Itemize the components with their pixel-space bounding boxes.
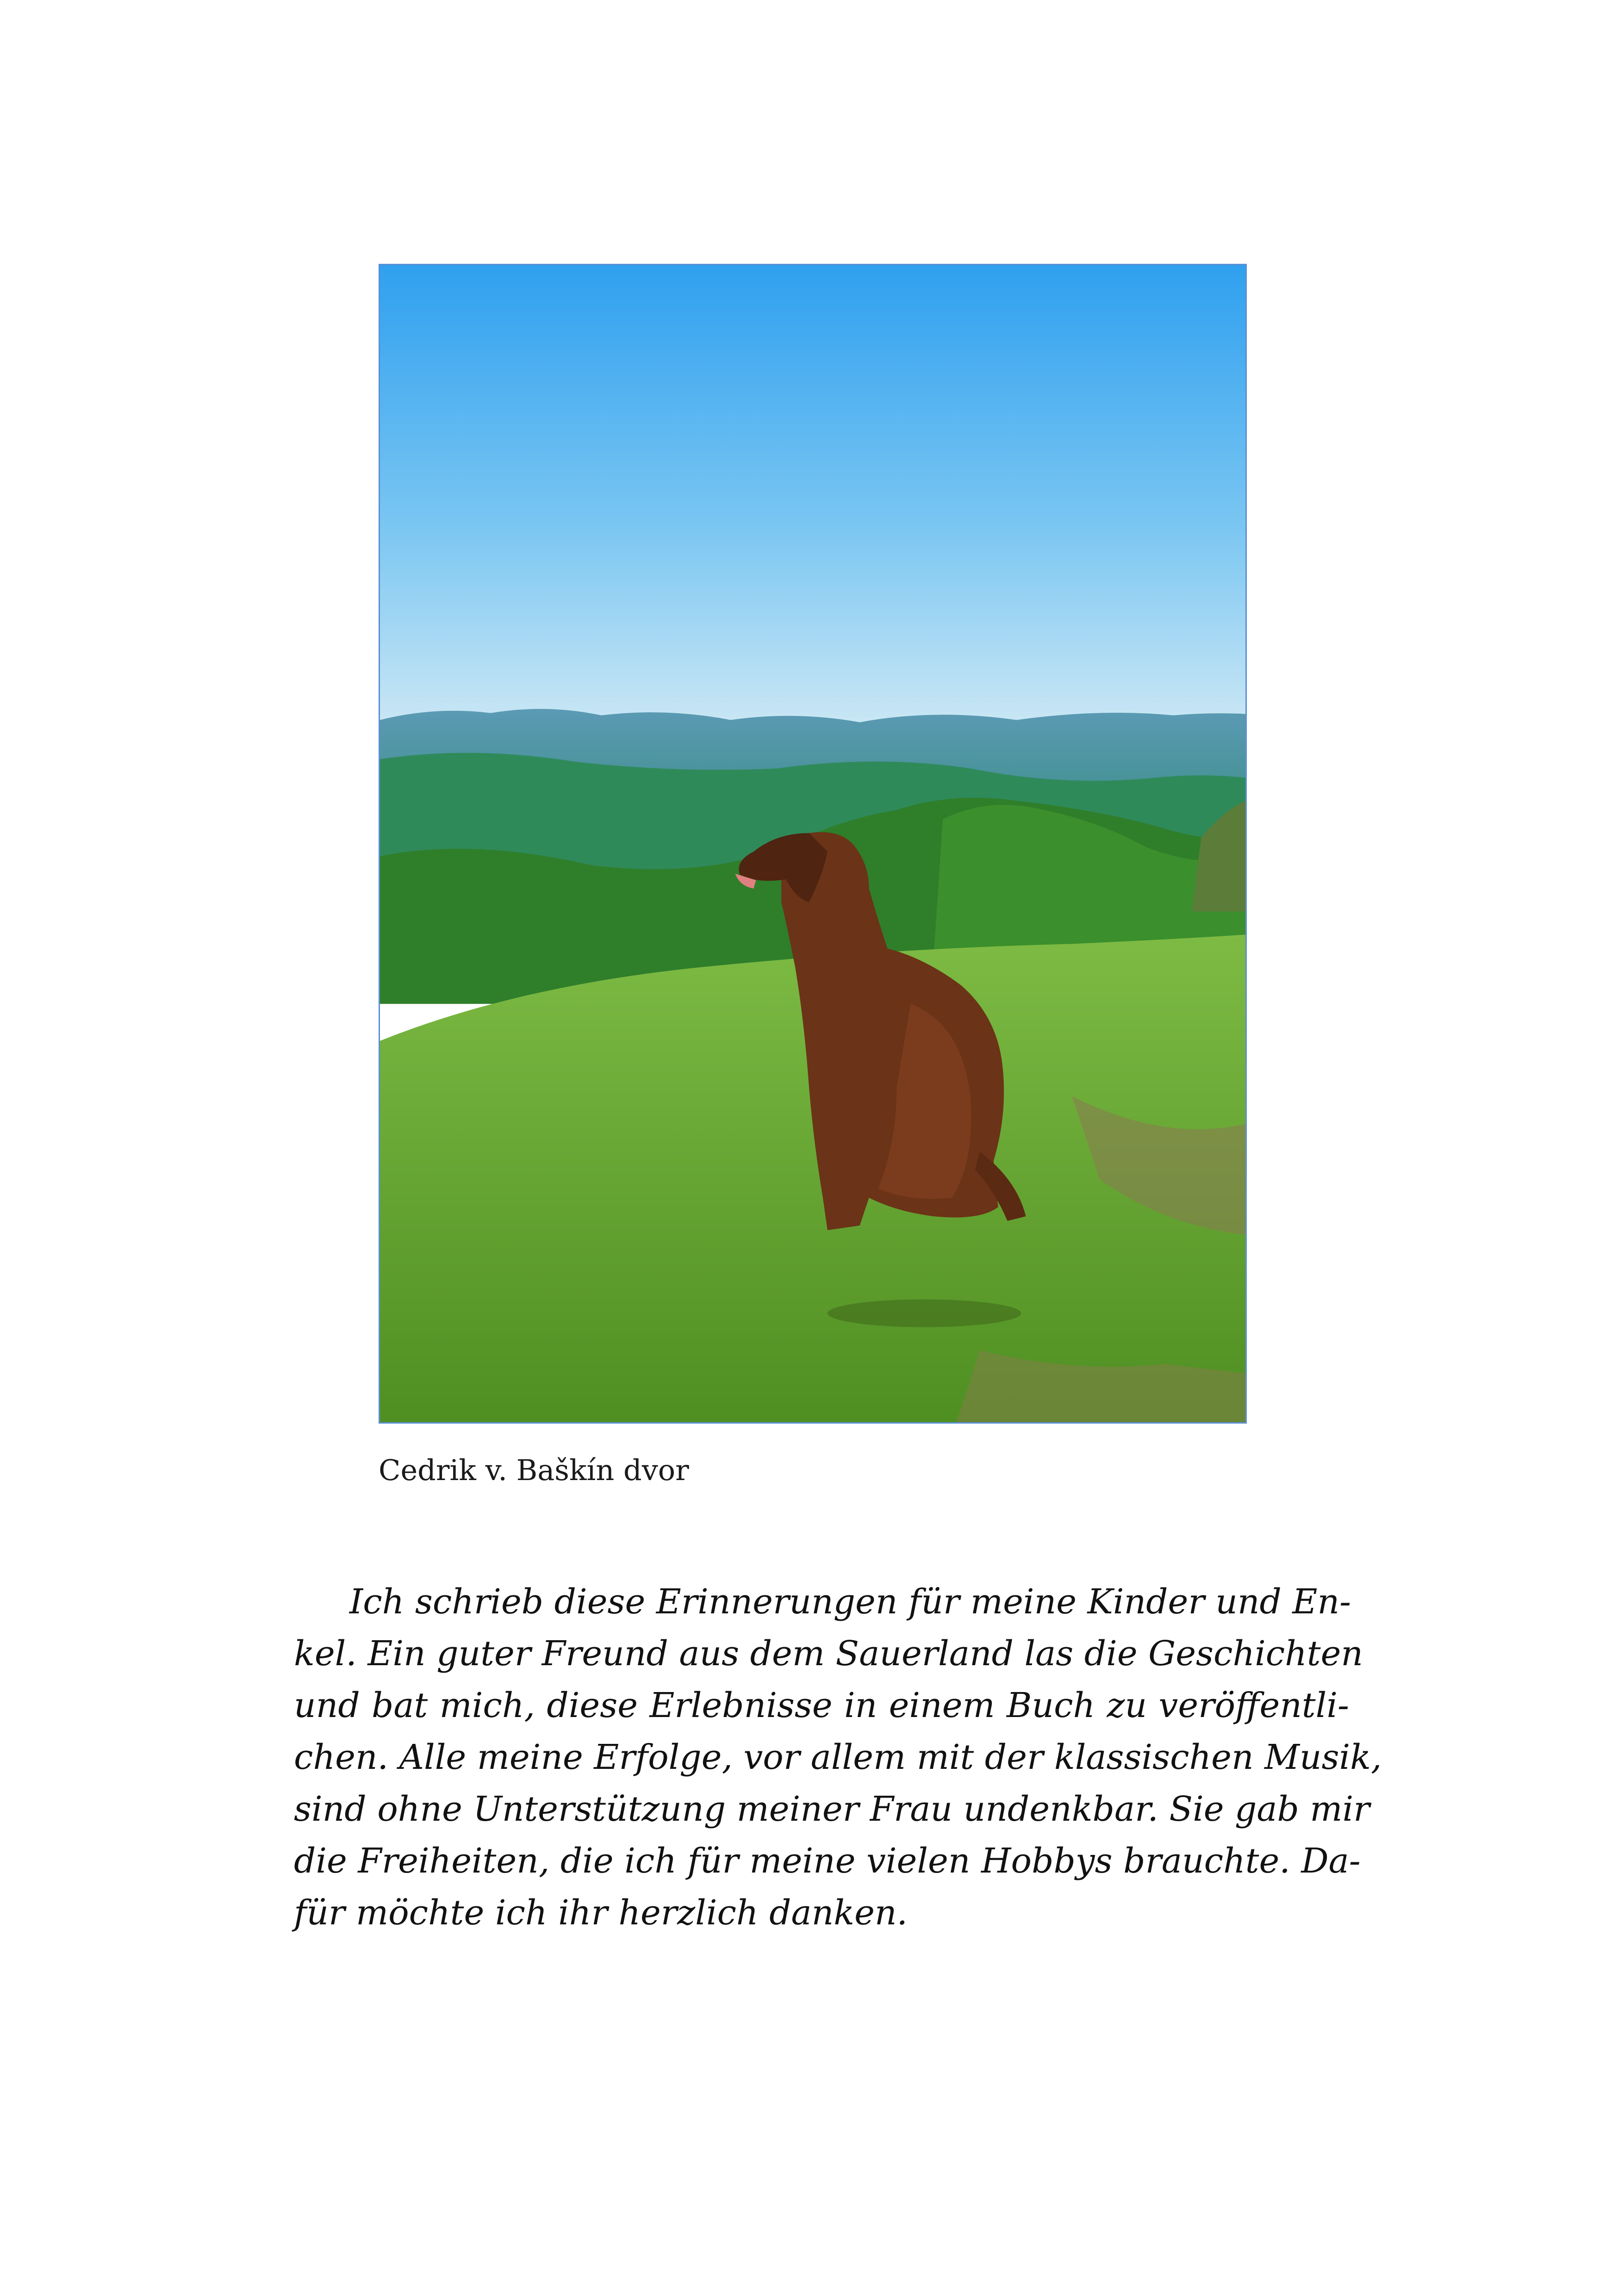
- dedication-line: chen. Alle meine Erfolge, vor allem mit der klassischen Musik,: [294, 1737, 1382, 1777]
- dedication-line: die Freiheiten, die ich für meine vielen Hobbys brauchte. Da-: [294, 1841, 1361, 1881]
- mountain-landscape-image: [380, 265, 1245, 1422]
- photo-caption: Cedrik v. Baškín dvor: [379, 1453, 689, 1487]
- dedication-line: sind ohne Unterstützung meiner Frau undenkbar. Sie gab mir: [294, 1789, 1370, 1829]
- dog-photo: [379, 264, 1247, 1424]
- sky: [380, 265, 1245, 750]
- dedication-line: und bat mich, diese Erlebnisse in einem Buch zu veröffentli-: [294, 1686, 1349, 1725]
- dedication-paragraph: [294, 1576, 1382, 1939]
- dedication-line: kel. Ein guter Freund aus dem Sauerland las die Geschichten: [294, 1634, 1363, 1674]
- dedication-line: Ich schrieb diese Erinnerungen für meine Kinder und En-: [349, 1582, 1351, 1622]
- dedication-line: für möchte ich ihr herzlich danken.: [294, 1893, 908, 1933]
